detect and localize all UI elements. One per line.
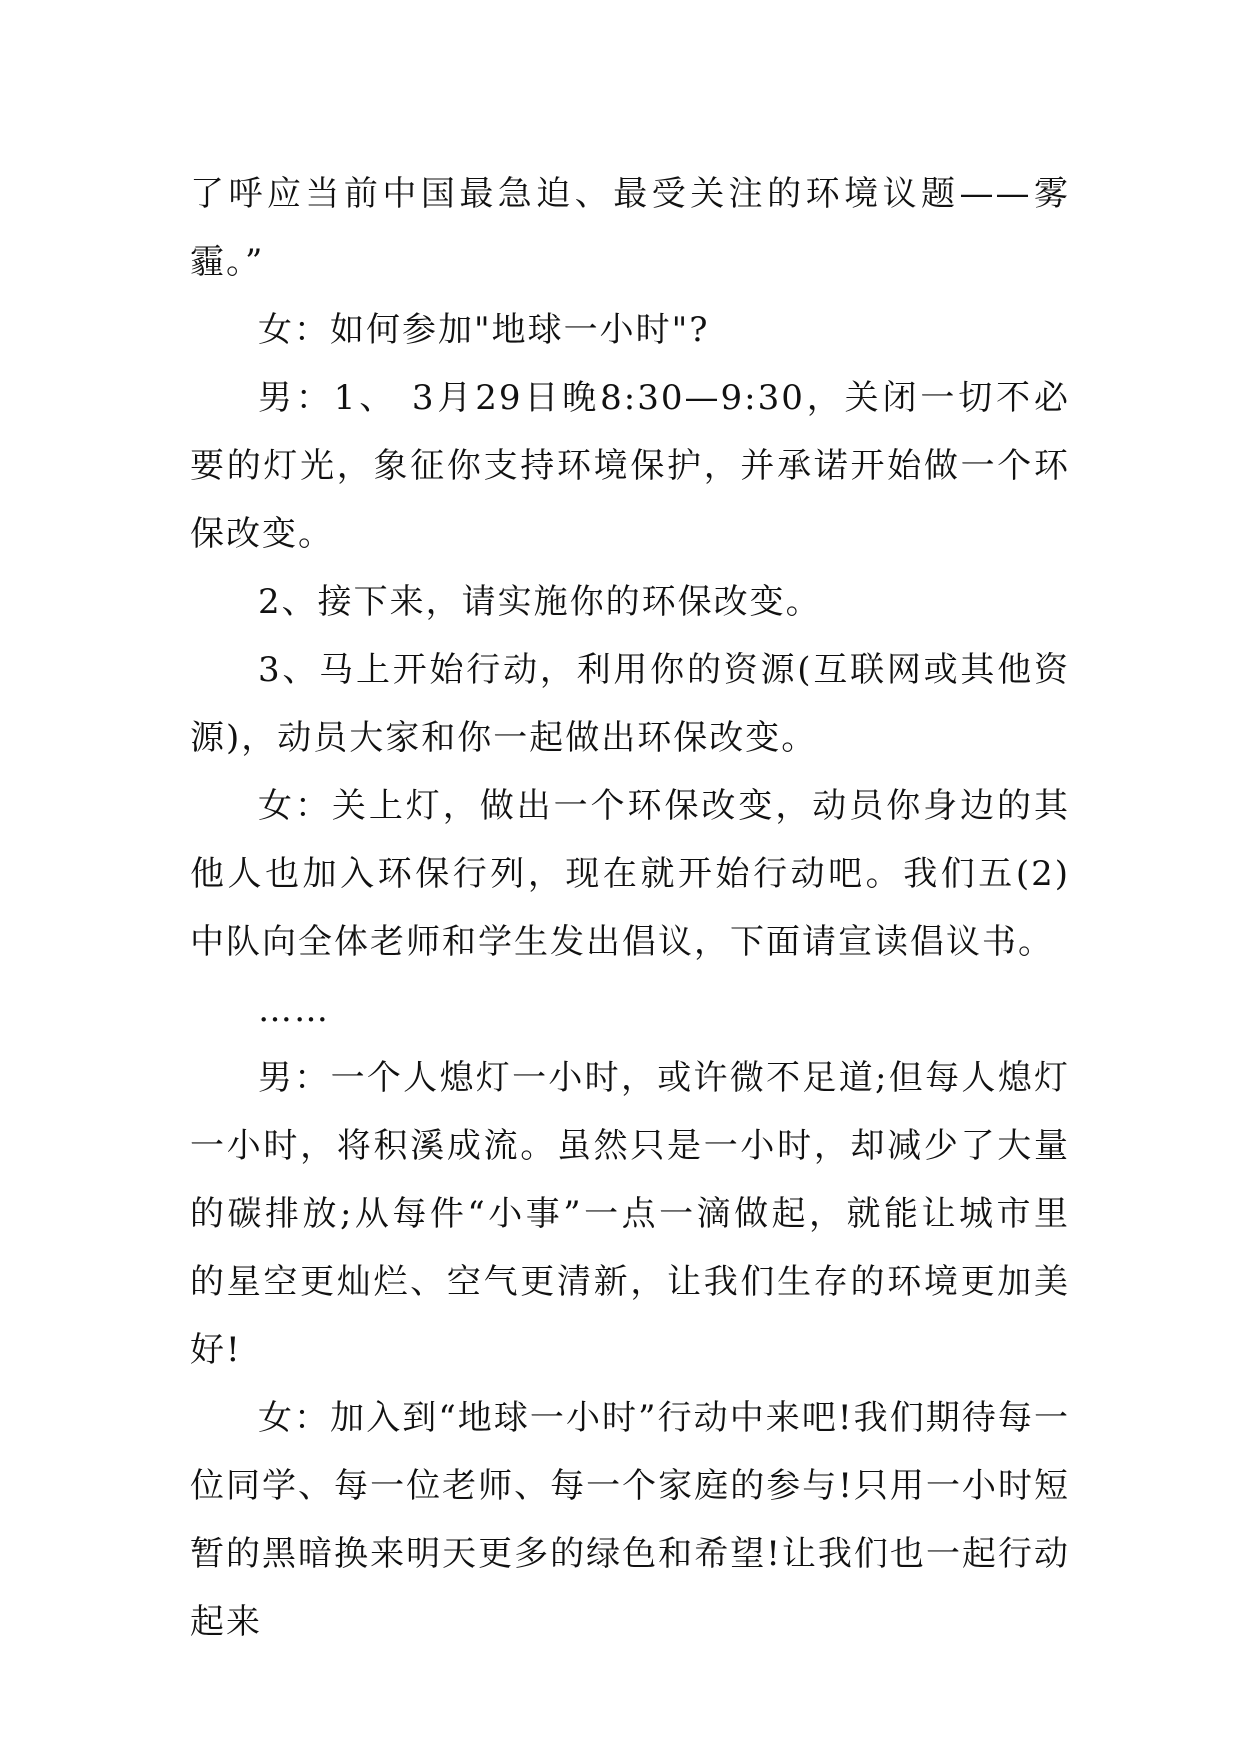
paragraph-ellipsis: …… [258, 990, 330, 1030]
paragraph-1: 了呼应当前中国最急迫、最受关注的环境议题——雾霾。” [190, 174, 1070, 282]
paragraph-8: 男：一个人熄灯一小时，或许微不足道;但每人熄灯一小时，将积溪成流。虽然只是一小时，却减少了大量的碳排放;从每件“小事”一点一滴做起，就能让城市里的星空更灿烂、空气更清新，让我们生存的环境更加美好! [190, 1058, 1070, 1370]
body-text [190, 160, 1070, 1656]
paragraph-4: 2、接下来，请实施你的环保改变。 [258, 582, 822, 622]
paragraph-9: 女：加入到“地球一小时”行动中来吧!我们期待每一位同学、每一位老师、每一个家庭的参与!只用一小时短暂的黑暗换来明天更多的绿色和希望!让我们也一起行动起来 [190, 1398, 1070, 1642]
paragraph-6: 女：关上灯，做出一个环保改变，动员你身边的其他人也加入环保行列，现在就开始行动吧。我们五(2)中队向全体老师和学生发出倡议，下面请宣读倡议书。 [190, 786, 1070, 962]
paragraph-5: 3、马上开始行动，利用你的资源(互联网或其他资源)，动员大家和你一起做出环保改变。 [190, 650, 1070, 758]
paragraph-3: 男：1、 3月29日晚8:30—9:30，关闭一切不必要的灯光，象征你支持环境保护，并承诺开始做一个环保改变。 [190, 378, 1070, 554]
paragraph-2: 女：如何参加"地球一小时"? [258, 310, 710, 350]
